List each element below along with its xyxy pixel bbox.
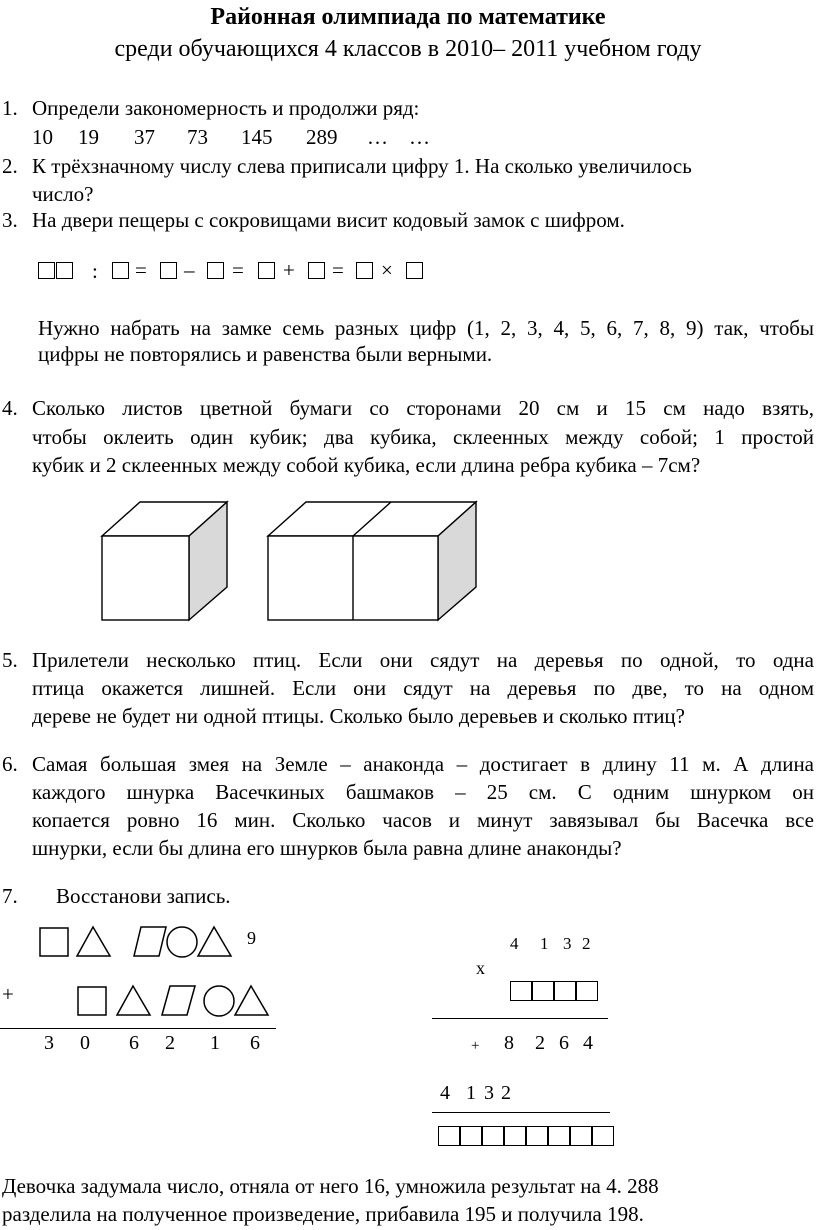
product-box — [438, 1126, 460, 1146]
minus-sign: – — [184, 258, 195, 282]
product-line — [432, 1018, 608, 1019]
product-box — [592, 1126, 614, 1146]
problem-3-number: 3. — [2, 208, 18, 232]
sum-digit: 3 — [44, 1032, 54, 1054]
problem-6-number: 6. — [2, 752, 18, 776]
partial-digit: 6 — [559, 1032, 569, 1054]
multiply-sign: × — [381, 258, 393, 282]
problem-4-line: Сколько листов цветной бумаги со сторонами 20 см и 15 см надо взять, — [32, 396, 814, 420]
sum-digit: 1 — [210, 1032, 220, 1054]
problem-3-text: На двери пещеры с сокровищами висит кодовый замок с шифром. — [32, 208, 625, 232]
seq-term: 10 — [32, 125, 53, 149]
product-box — [570, 1126, 592, 1146]
partial-plus-sign: + — [471, 1038, 480, 1054]
problem-3-note: Нужно набрать на замке семь разных цифр (1, 2, 3, 4, 5, 6, 7, 8, 9) так, чтобы — [38, 316, 814, 340]
equals-sign: = — [232, 258, 244, 282]
plus-sign: + — [283, 258, 295, 282]
sum-digit: 2 — [165, 1032, 175, 1054]
product-box — [526, 1126, 548, 1146]
multiplier-box — [554, 981, 576, 1001]
partial-digit: 4 — [583, 1032, 593, 1054]
problem-4-number: 4. — [2, 396, 18, 420]
partial-digit: 8 — [504, 1032, 514, 1054]
problem-5-line: дереве не будет ни одной птицы. Сколько было деревьев и сколько птиц? — [32, 704, 685, 728]
problem-8-line: Девочка задумала число, отняла от него 16, умножила результат на 4. 288 — [2, 1174, 659, 1198]
plus-sign: + — [2, 982, 14, 1006]
problem-2-line: число? — [32, 182, 94, 206]
product-box — [460, 1126, 482, 1146]
partial-digit: 1 — [466, 1082, 476, 1104]
product-box — [548, 1126, 570, 1146]
multiplier-box — [576, 981, 598, 1001]
sum-line — [0, 1028, 276, 1029]
partial-digit: 2 — [501, 1082, 511, 1104]
divide-sign: : — [92, 259, 98, 283]
seq-term: … — [367, 125, 388, 149]
seq-term: 289 — [306, 125, 338, 149]
sum-digit: 6 — [250, 1032, 260, 1054]
problem-1-text: Определи закономерность и продолжи ряд: — [32, 96, 420, 120]
problem-6-line: шнурки, если бы длина его шнурков была равна длине анаконды? — [32, 836, 622, 860]
problem-7-number: 7. — [2, 884, 18, 908]
problem-2-number: 2. — [2, 154, 18, 178]
sum-digit: 0 — [80, 1032, 90, 1054]
document-title: Районная олимпиада по математике — [210, 4, 606, 30]
sum-digit: 6 — [129, 1032, 139, 1054]
problem-6-line: каждого шнурка Васечкиных башмаков – 25 см. С одним шнурком он — [32, 780, 814, 804]
multiplier-box — [532, 981, 554, 1001]
multiplier-box — [510, 981, 532, 1001]
problem-6-line: копается ровно 16 мин. Сколько часов и минут завязывал бы Васечка все — [32, 808, 814, 832]
problem-5-line: птица окажется лишней. Если они сядут на деревья по две, то на одном — [32, 676, 814, 700]
seq-term: 73 — [187, 125, 208, 149]
problem-7-text: Восстанови запись. — [56, 884, 231, 908]
triangle-shape — [117, 986, 150, 1015]
problem-5-number: 5. — [2, 648, 18, 672]
problem-4-line: кубик и 2 склеенных между собой кубика, если длина ребра кубика – 7см? — [32, 453, 701, 477]
result-line — [432, 1112, 610, 1113]
multiplicand-digit: 1 — [540, 934, 549, 953]
triangle-shape — [235, 986, 268, 1015]
problem-6-line: Самая большая змея на Земле – анаконда – достигает в длину 11 м. А длина — [32, 752, 814, 776]
problem-8-line: разделила на полученное произведение, прибавила 195 и получила 198. — [2, 1202, 644, 1226]
equals-sign: = — [135, 258, 147, 282]
circle-shape — [204, 986, 234, 1016]
multiplicand-digit: 4 — [510, 934, 519, 953]
problem-4-line: чтобы оклеить один кубик; два кубика, склеенных между собой; 1 простой — [32, 425, 814, 449]
seq-term: 37 — [134, 125, 155, 149]
multiplicand-digit: 2 — [582, 934, 591, 953]
multiply-sign: х — [476, 958, 485, 978]
seq-term: 145 — [241, 125, 273, 149]
partial-digit: 3 — [484, 1082, 494, 1104]
multiplicand-digit: 3 — [563, 934, 572, 953]
document-subtitle: среди обучающихся 4 классов в 2010– 2011 учебном году — [114, 36, 702, 62]
problem-3-note: цифры не повторялись и равенства были верными. — [38, 342, 493, 366]
partial-digit: 2 — [535, 1032, 545, 1054]
parallelogram-shape — [162, 986, 195, 1015]
problem-1-number: 1. — [2, 96, 18, 120]
problem-2-line: К трёхзначному числу слева приписали цифру 1. На сколько увеличилось — [32, 154, 692, 178]
square-shape — [78, 987, 106, 1015]
seq-term: 19 — [78, 125, 99, 149]
problem-5-line: Прилетели несколько птиц. Если они сядут на деревья по одной, то одна — [32, 648, 814, 672]
addend-digit: 9 — [247, 928, 256, 948]
product-box — [504, 1126, 526, 1146]
seq-term: … — [409, 125, 430, 149]
product-box — [482, 1126, 504, 1146]
equals-sign: = — [332, 258, 344, 282]
partial-digit: 4 — [440, 1082, 450, 1104]
